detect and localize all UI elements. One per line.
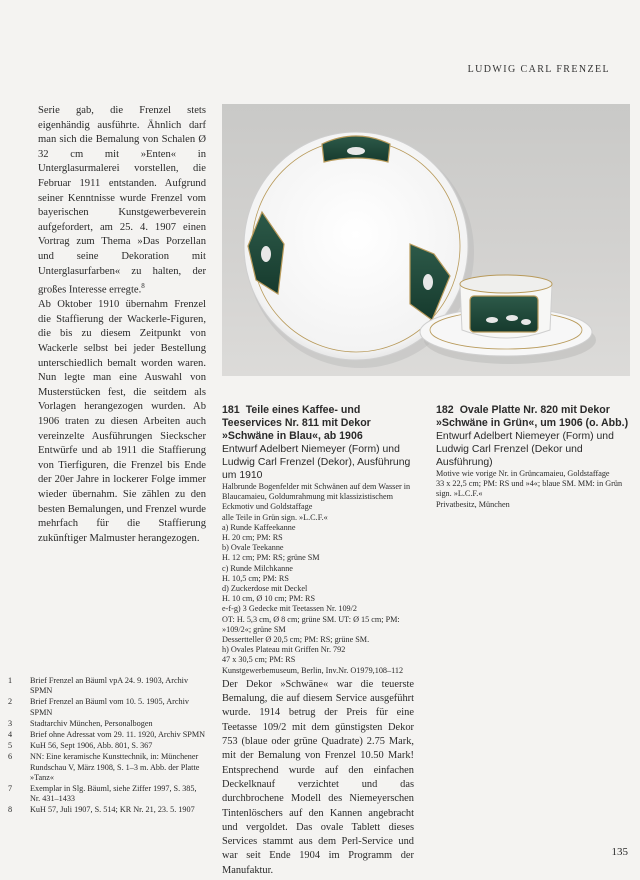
caption-181-detail: d) Zuckerdose mit Deckel: [222, 584, 308, 594]
caption-181-number: 181: [222, 404, 240, 416]
paragraph-2: Ab Oktober 1910 übernahm Frenzel die Staffierung der Wackerle-Figuren, die bis zu diesem Zeitpunkt von Wackerle selbst bei jeder Bestellung unterschiedlich bemalt worden waren. Nun legte man eine Auswahl von Musterstücken fest, die seitdem als Vorlagen herangezogen wurden. Ab 1906 traten zu diesen Arbeiten auch vereinzelte Ausführungen Siecksсher Entwürfe und ab 1911 die Staffierung von Tierfiguren, die Frenzel bis Ende der 20er Jahre in lockerer Folge immer wieder übernahm. Sie zählen zu den besten Bemalungen, und Frenzel wurde mehrfach für die Staffierung zukünftiger Malmuster herangezogen.: [38, 299, 206, 544]
running-head: LUDWIG CARL FRENZEL: [467, 64, 610, 75]
footnote-text: Stadtarchiv München, Personalbogen: [30, 718, 153, 728]
footnote-text: NN: Eine keramische Kunsttechnik, in: Münchener Rundschau V, März 1908, S. 1–3 m. Abb. der Platte »Tanz«: [30, 752, 200, 782]
footnote-number: 4: [8, 730, 13, 740]
caption-181-heading: [222, 404, 414, 443]
caption-181-detail: Kunstgewerbemuseum, Berlin, Inv.Nr. O1979,108–112: [222, 665, 404, 675]
footnote-number: 3: [8, 718, 13, 728]
footnote: [8, 676, 208, 696]
footnote-number: 7: [8, 784, 13, 794]
caption-181-credit: Entwurf Adelbert Niemeyer (Form) und Ludwig Carl Frenzel (Dekor), Ausführung um 1910: [222, 444, 411, 481]
footnote: [8, 730, 208, 740]
left-column-text: [38, 104, 206, 546]
footnote: [8, 752, 208, 783]
caption-181-detail: Halbrunde Bogenfelder mit Schwänen auf dem Wasser in Blaucamaieu, Goldumrahmung mit klassizistischem Eckmotiv und Goldstaffage: [222, 482, 411, 512]
footnote-number: 5: [8, 741, 13, 751]
caption-181-detail: OT: H. 5,3 cm, Ø 8 cm; grüne SM. UT: Ø 15 cm; PM: »109/2«; grüne SM: [222, 614, 400, 634]
footnote-text: Brief ohne Adressat vom 29. 11. 1920, Archiv SPMN: [30, 730, 206, 740]
caption-181-detail: H. 10,5 cm; PM: RS: [222, 573, 289, 583]
footnote: [8, 741, 208, 751]
footnote-number: 6: [8, 752, 13, 762]
caption-181-detail: a) Runde Kaffeekanne: [222, 522, 296, 532]
caption-182-credit: Entwurf Adelbert Niemeyer (Form) und Ludwig Carl Frenzel (Dekor und Ausführung): [436, 431, 614, 468]
caption-181: [222, 404, 414, 878]
caption-181-detail: b) Ovale Teekanne: [222, 543, 284, 553]
footnote-text: Exemplar in Slg. Bäuml, siehe Ziffer 1997, S. 385, Nr. 431–1433: [30, 784, 197, 804]
caption-182-detail: Privatbesitz, München: [436, 499, 510, 509]
porcelain-photo-illustration: [222, 104, 630, 376]
footnote-number: 1: [8, 676, 13, 685]
footnote: [8, 805, 208, 815]
caption-182-heading: [436, 404, 630, 430]
footnote-text: KuH 57, Juli 1907, S. 514; KR Nr. 21, 23. 5. 1907: [30, 805, 195, 815]
caption-182-title: Ovale Platte Nr. 820 mit Dekor »Schwäne in Grün«, um 1906 (o. Abb.): [436, 404, 629, 429]
footnotes: [8, 676, 208, 817]
caption-182-detail: Motive wie vorige Nr. in Grüncamaieu, Goldstaffage: [436, 469, 610, 478]
caption-181-detail: alle Teile in Grün sign. »L.C.F.«: [222, 512, 328, 522]
paragraph-1: Serie gab, die Frenzel stets eigenhändig ausführte. Ähnlich darf man sich die Bemalung von Schalen Ø 32 cm mit »Enten« in Unterglasurmalerei vorstellen, die Februar 1911 entstanden. Aufgrund seiner Kenntnisse wurde Frenzel vom bayerischen Kunstgewerbeverein aufgefordert, am 25. 4. 1907 einen Vortrag zum Thema »Das Porzellan und seine Dekoration mit Unterglasurfarben« zu halten, der großes Interesse erregte.$^8$: [38, 105, 206, 296]
caption-182-detail: 33 x 22,5 cm; PM: RS und »4«; blaue SM. MM: in Grün sign. »L.C.F.«: [436, 479, 623, 499]
caption-181-detail: h) Ovales Plateau mit Griffen Nr. 792: [222, 645, 346, 655]
caption-181-detail: H. 10 cm, Ø 10 cm; PM: RS: [222, 594, 316, 604]
page-number: 135: [611, 846, 628, 858]
footnote: [8, 697, 208, 717]
footnote: [8, 784, 208, 804]
caption-181-detail: 47 x 30,5 cm; PM: RS: [222, 655, 296, 665]
caption-181-detail: e-f-g) 3 Gedecke mit Teetassen Nr. 109/2: [222, 604, 358, 614]
caption-182-number: 182: [436, 404, 454, 416]
caption-181-detail: c) Runde Milchkanne: [222, 563, 293, 573]
footnote-text: KuH 56, Sept 1906, Abb. 801, S. 367: [30, 741, 153, 751]
caption-181-detail: H. 20 cm; PM: RS: [222, 533, 283, 543]
footnote-number: 8: [8, 805, 13, 815]
footnote-text: Brief Frenzel an Bäuml vom 10. 5. 1905, Archiv SPMN: [30, 697, 189, 717]
porcelain-photo: [222, 104, 630, 376]
footnote-text: Brief Frenzel an Bäuml vpA 24. 9. 1903, Archiv SPMN: [30, 676, 189, 696]
footnote-number: 2: [8, 697, 13, 707]
caption-181-detail: H. 12 cm; PM: RS; grüne SM: [222, 553, 320, 563]
caption-181-detail: Dessertteller Ø 20,5 cm; PM: RS; grüne SM.: [222, 635, 370, 645]
caption-181-title: Teile eines Kaffee- und Teeservices Nr. 811 mit Dekor »Schwäne in Blau«, ab 1906: [222, 404, 371, 442]
footnote-ref[interactable]: 8: [141, 282, 145, 291]
caption-181-body: Der Dekor »Schwäne« war die teuerste Bemalung, die auf diesem Service ausgeführt wurde. 1914 betrug der Preis für eine Teetasse 109/2 mit dem günstigsten Dekor 753 (blaue oder grüne Quadrate) 2.75 Mark, mit der Bemalung von Frenzel 10.50 Mark! Entsprechend wurde auf den einfachen Deckelknauf verzichtet und das durchbrochene Modell des Niemeyerschen Tintenlöschers auf den Kannen angebracht und vergoldet. Das ovale Tablett dieses Services stammt aus dem Perl-Service und war seit Ende 1904 im Programm der Manufaktur.: [222, 678, 414, 876]
footnote: [8, 719, 208, 729]
caption-182: [436, 404, 630, 510]
